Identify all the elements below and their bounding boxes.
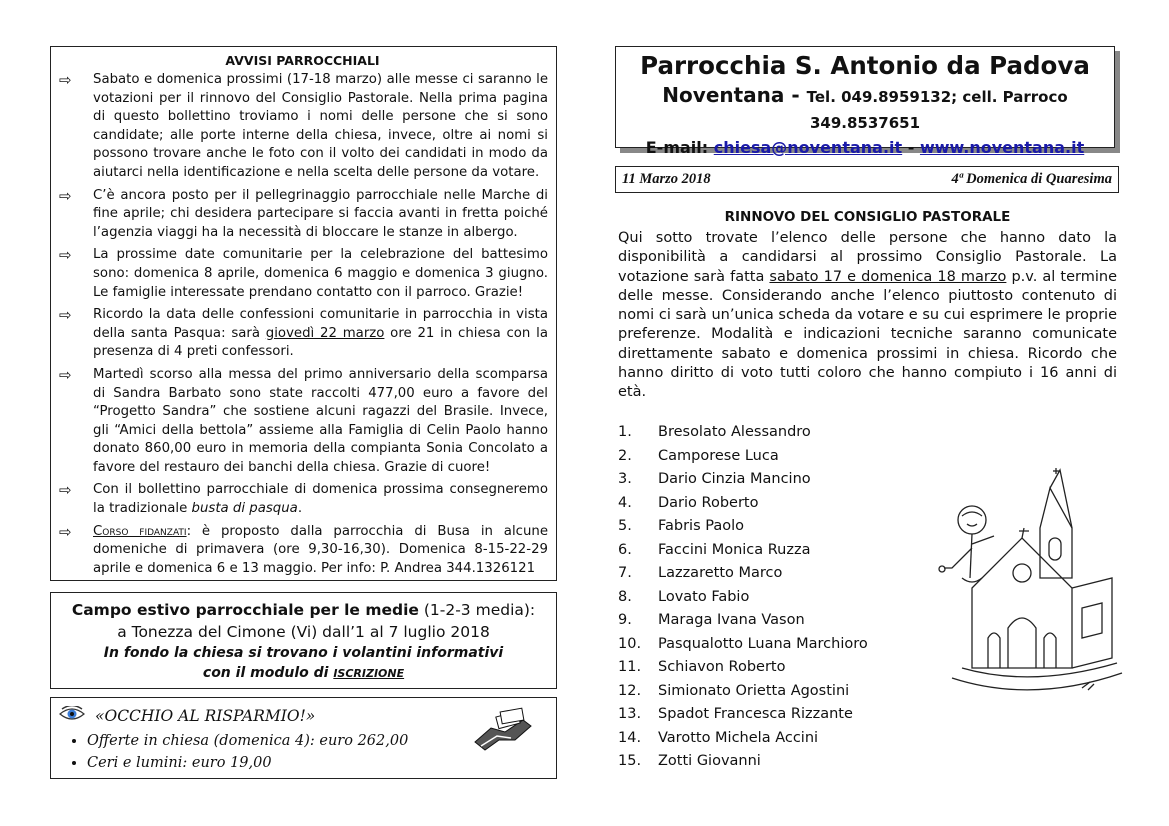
avviso-item: ⇨ La prossime date comunitarie per la celebrazione del battesimo sono: domenica 8 aprile, domenica 6 maggio e domenica 3 giugno. Le famiglie interessate prendano contatto con il parroco. Grazie! (59, 246, 548, 300)
email-link[interactable]: chiesa@noventana.it (713, 138, 903, 157)
avviso-item: ⇨ Corso fidanzati: è proposto dalla parrocchia di Busa in alcune domeniche di primavera (ore 9,30-16,30). Domenica 8-15-22-29 aprile e domenica 6 e 13 maggio. Per info: P. Andrea 344.1326121 (59, 522, 548, 576)
avvisi-title: AVVISI PARROCCHIALI (225, 53, 380, 68)
campo-title: Campo estivo parrocchiale per le medie (71, 601, 419, 619)
candidate-item: 5. Fabris Paolo (618, 518, 745, 534)
avvisi-list (57, 71, 548, 578)
candidate-item: 7. Lazzaretto Marco (618, 565, 783, 581)
hands-money-icon (471, 706, 535, 758)
candidate-item: 9. Maraga Ivana Vason (618, 612, 805, 628)
arrow-right-icon: ⇨ (59, 365, 72, 384)
website-link[interactable]: www.noventana.it (919, 138, 1085, 157)
candidate-item: 14. Varotto Michela Accini (618, 729, 819, 746)
candidate-item: 4. Dario Roberto (618, 494, 759, 511)
avviso-item: ⇨ Sabato e domenica prossimi (17-18 marzo) alle messe ci saranno le votazioni per il rinnovo del Consiglio Pastorale. Nella prima pagina di questo bollettino troviamo i nomi delle persone che si sono candidate; alle porte interne della chiesa, invece, oltre ai nomi si possono trovare anche le foto con il volto dei candidati in modo da aiutarci nella identificazione e nella scelta delle persone da votare. (59, 71, 548, 180)
candidate-item: 12. Simionato Orietta Agostini (618, 682, 850, 699)
arrow-right-icon: ⇨ (59, 306, 72, 325)
iscrizione-label: ISCRIZIONE (333, 667, 405, 680)
candidate-item: 3. Dario Cinzia Mancino (618, 471, 811, 487)
liturgical-sunday: 4ª Domenica di Quaresima (951, 171, 1112, 187)
article-title: RINNOVO DEL CONSIGLIO PASTORALE (724, 209, 1011, 225)
candidate-item: 8. Lovato Fabio (618, 588, 750, 605)
arrow-right-icon: ⇨ (59, 481, 72, 500)
candidate-item: 1. Bresolato Alessandro (618, 424, 811, 440)
phone-numbers: Tel. 049.8959132; cell. Parroco 349.8537651 (806, 88, 1068, 132)
town-name: Noventana - (662, 83, 807, 107)
date-bar (615, 166, 1119, 193)
campo-location: a Tonezza del Cimone (Vi) dall’1 al 7 luglio 2018 (117, 623, 490, 641)
candidate-item: 10. Pasqualotto Luana Marchioro (618, 635, 868, 652)
eye-icon (59, 706, 85, 726)
issue-date: 11 Marzo 2018 (622, 171, 711, 187)
article-body: Qui sotto trovate l’elenco delle persone che hanno dato la disponibilità a candidarsi al prossimo Consiglio Pastorale. La votazione sarà fatta sabato 17 e domenica 18 marzo p.v. al termine delle messe. Considerando anche l’elenco piuttosto contenuto di nomi ci sarà un’unica scheda da votare e su cui esprimere le proprie preferenze. Modalità e indicazioni tecniche saranno comunicate direttamente sabato e domenica prossimi in chiesa. Ricordo che hanno diritto di voto tutti coloro che hanno compiuto i 16 anni di età. (618, 230, 1117, 401)
candidate-item: 15. Zotti Giovanni (618, 753, 761, 769)
avviso-item: ⇨ Martedì scorso alla messa del primo anniversario della scomparsa di Sandra Barbato sono state raccolti 477,00 euro a favore del “Progetto Sandra” che sostiene alcuni ragazzi del Brasile. Invece, gli “Amici della bettola” assieme alla Famiglia di Celin Paolo hanno donato 860,00 euro in memoria della compianta Sonia Concolato a favore del restauro dei banchi della chiesa. Grazie di cuore! (59, 365, 548, 475)
candidates-list (618, 421, 868, 774)
arrow-right-icon: ⇨ (59, 246, 72, 265)
arrow-right-icon: ⇨ (59, 71, 72, 89)
candidate-item: 13. Spadot Francesca Rizzante (618, 706, 853, 722)
campo-estivo-box: Campo estivo parrocchiale per le medie (1-2-3 media): a Tonezza del Cimone (Vi) dall’1 al 7 luglio 2018 In fondo la chiesa si trovano i volantini informativi con il modulo di ISCRIZIONE (50, 592, 557, 689)
campo-info: In fondo la chiesa si trovano i volantini informativi (103, 645, 504, 661)
candidate-item: 11. Schiavon Roberto (618, 659, 786, 675)
avviso-item: ⇨ C’è ancora posto per il pellegrinaggio parrocchiale nelle Marche di fine aprile; chi desidera partecipare si faccia avanti in fretta poiché l’agenzia viaggi ha la necessità di bloccare le stanze in albergo. (59, 186, 548, 240)
occhio-title: «OCCHIO AL RISPARMIO!» (95, 707, 316, 725)
church-drawing-icon (932, 468, 1132, 712)
candidate-item: 6. Faccini Monica Ruzza (618, 541, 811, 558)
arrow-right-icon: ⇨ (59, 186, 72, 205)
candidate-item: 2. Camporese Luca (618, 447, 779, 464)
occhio-box (50, 697, 557, 779)
article (618, 207, 1117, 403)
occhio-item: • Offerte in chiesa (domenica 4): euro 262,00 (87, 730, 556, 752)
parish-name: Parrocchia S. Antonio da Padova (640, 51, 1090, 80)
avviso-item: ⇨ Ricordo la data delle confessioni comunitarie in parrocchia in vista della santa Pasqua: sarà giovedì 22 marzo ore 21 in chiesa con la presenza di 4 preti confessori. (59, 306, 548, 360)
occhio-item: • Ceri e lumini: euro 19,00 (87, 752, 556, 774)
parish-header: Parrocchia S. Antonio da Padova Noventana - Tel. 049.8959132; cell. Parroco 349.8537651 E-mail: chiesa@noventana.it - www.noventana.it (615, 46, 1115, 148)
arrow-right-icon: ⇨ (59, 522, 72, 541)
avvisi-box (50, 46, 557, 581)
avviso-item: ⇨ Con il bollettino parrocchiale di domenica prossima consegneremo la tradizionale busta di pasqua. (59, 481, 548, 517)
